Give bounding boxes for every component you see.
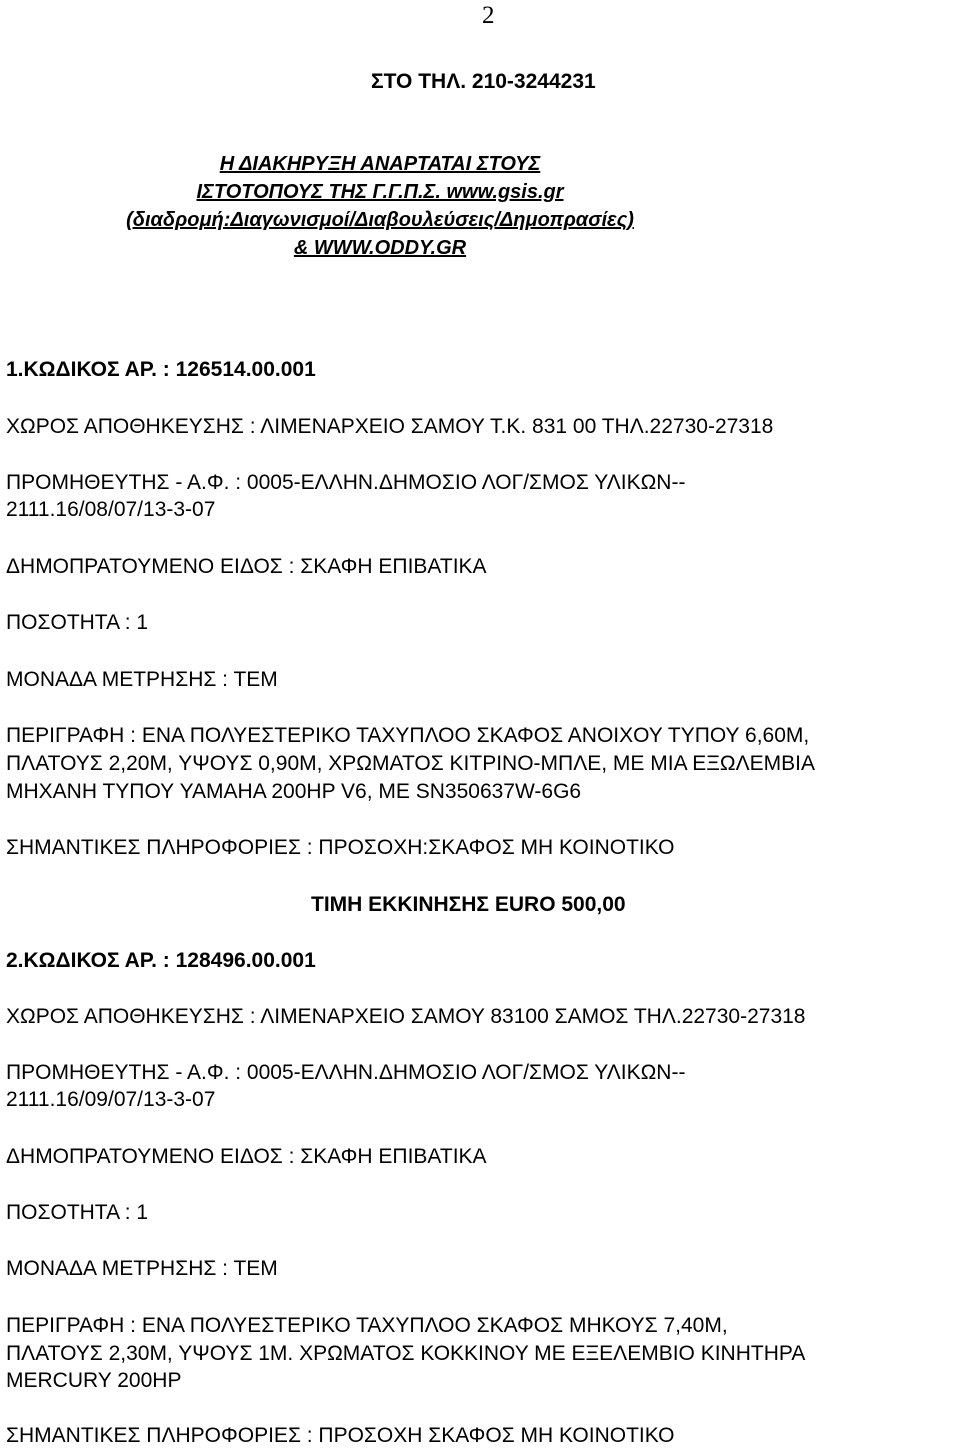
item1-supplier-line-1: ΠΡΟΜΗΘΕΥΤΗΣ - Α.Φ. : 0005-ΕΛΛΗΝ.ΔΗΜΟΣΙΟ ΛΟΓ/ΣΜΟΣ ΥΛΙΚΩΝ-- (6, 471, 686, 494)
item1-description-line-3: ΜΗΧΑΝΗ ΤΥΠΟΥ YAMAHA 200HP V6, ΜΕ SN350637W-6G6 (6, 780, 582, 803)
notice-line-4: & WWW.ODDY.GR (293, 237, 467, 259)
item1-description-line-2: ΠΛΑΤΟΥΣ 2,20Μ, ΥΨΟΥΣ 0,90Μ, ΧΡΩΜΑΤΟΣ ΚΙΤΡΙΝΟ-ΜΠΛΕ, ΜΕ ΜΙΑ ΕΞΩΛΕΜΒΙΑ (6, 752, 815, 775)
phone-line: ΣΤΟ ΤΗΛ. 210-3244231 (371, 70, 596, 93)
item2-unit: ΜΟΝΑΔΑ ΜΕΤΡΗΣΗΣ : ΤΕΜ (6, 1257, 278, 1280)
item2-quantity: ΠΟΣΟΤΗΤΑ : 1 (6, 1201, 149, 1224)
item1-unit: ΜΟΝΑΔΑ ΜΕΤΡΗΣΗΣ : ΤΕΜ (6, 668, 278, 691)
item2-description-line-1: ΠΕΡΙΓΡΑΦΗ : ΕΝΑ ΠΟΛΥΕΣΤΕΡΙΚΟ ΤΑΧΥΠΛΟΟ ΣΚΑΦΟΣ ΜΗΚΟΥΣ 7,40Μ, (6, 1314, 728, 1337)
item1-storage: ΧΩΡΟΣ ΑΠΟΘΗΚΕΥΣΗΣ : ΛΙΜΕΝΑΡΧΕΙΟ ΣΑΜΟΥ Τ.Κ. 831 00 ΤΗΛ.22730-27318 (6, 415, 774, 438)
item2-description-line-3: MERCURY 200HP (6, 1369, 182, 1392)
item1-supplier-line-2: 2111.16/08/07/13-3-07 (6, 498, 216, 521)
page-number: 2 (482, 2, 495, 29)
item2-important-info: ΣΗΜΑΝΤΙΚΕΣ ΠΛΗΡΟΦΟΡΙΕΣ : ΠΡΟΣΟΧΗ ΣΚΑΦΟΣ ΜΗ ΚΟΙΝΟΤΙΚΟ (6, 1424, 675, 1447)
notice-line-1: Η ΔΙΑΚΗΡΥΞΗ ΑΝΑΡΤΑΤΑΙ ΣΤΟΥΣ (219, 153, 541, 175)
item2-code: 2.ΚΩΔΙΚΟΣ ΑΡ. : 128496.00.001 (6, 949, 316, 972)
item2-item-type: ΔΗΜΟΠΡΑΤΟΥΜΕΝΟ ΕΙΔΟΣ : ΣΚΑΦΗ ΕΠΙΒΑΤΙΚΑ (6, 1145, 487, 1168)
item2-supplier-line-1: ΠΡΟΜΗΘΕΥΤΗΣ - Α.Φ. : 0005-ΕΛΛΗΝ.ΔΗΜΟΣΙΟ ΛΟΓ/ΣΜΟΣ ΥΛΙΚΩΝ-- (6, 1061, 686, 1084)
item1-description-line-1: ΠΕΡΙΓΡΑΦΗ : ΕΝΑ ΠΟΛΥΕΣΤΕΡΙΚΟ ΤΑΧΥΠΛΟΟ ΣΚΑΦΟΣ ΑΝΟΙΧΟΥ ΤΥΠΟΥ 6,60Μ, (6, 724, 810, 747)
item1-quantity: ΠΟΣΟΤΗΤΑ : 1 (6, 611, 149, 634)
item2-description-line-2: ΠΛΑΤΟΥΣ 2,30Μ, ΥΨΟΥΣ 1Μ. ΧΡΩΜΑΤΟΣ ΚΟΚΚΙΝΟΥ ΜΕ ΕΞΕΛΕΜΒΙΟ ΚΙΝΗΤΗΡΑ (6, 1342, 806, 1365)
notice-line-3: (διαδρομή:Διαγωνισμοί/Διαβουλεύσεις/Δημοπρασίες) (126, 209, 634, 231)
item1-code: 1.ΚΩΔΙΚΟΣ ΑΡ. : 126514.00.001 (6, 358, 316, 381)
item1-starting-price: ΤΙΜΗ ΕΚΚΙΝΗΣΗΣ EURO 500,00 (311, 893, 626, 916)
publication-notice (0, 150, 760, 262)
item1-important-info: ΣΗΜΑΝΤΙΚΕΣ ΠΛΗΡΟΦΟΡΙΕΣ : ΠΡΟΣΟΧΗ:ΣΚΑΦΟΣ ΜΗ ΚΟΙΝΟΤΙΚΟ (6, 836, 675, 859)
item2-storage: ΧΩΡΟΣ ΑΠΟΘΗΚΕΥΣΗΣ : ΛΙΜΕΝΑΡΧΕΙΟ ΣΑΜΟΥ 83100 ΣΑΜΟΣ ΤΗΛ.22730-27318 (6, 1005, 806, 1028)
item1-item-type: ΔΗΜΟΠΡΑΤΟΥΜΕΝΟ ΕΙΔΟΣ : ΣΚΑΦΗ ΕΠΙΒΑΤΙΚΑ (6, 555, 487, 578)
notice-line-2: ΙΣΤΟΤΟΠΟΥΣ ΤΗΣ Γ.Γ.Π.Σ. www.gsis.gr (196, 181, 564, 203)
item2-supplier-line-2: 2111.16/09/07/13-3-07 (6, 1088, 216, 1111)
